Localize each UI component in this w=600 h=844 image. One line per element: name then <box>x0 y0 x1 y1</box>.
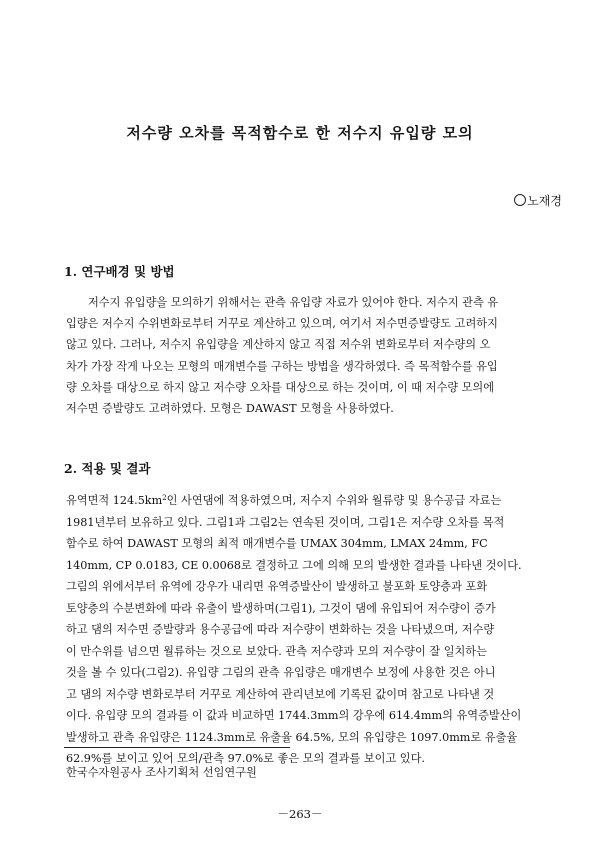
paragraph-line: 이 만수위를 넘으면 월류하는 것으로 보았다. 관측 저수량과 모의 저수량이 잘 일치하는 <box>66 644 487 658</box>
paragraph-line: 62.9%를 보이고 있어 모의/관측 97.0%로 좋은 모의 결과를 보이고 있다. <box>66 752 425 765</box>
section-2-paragraph <box>66 490 572 770</box>
footnote-divider <box>64 747 290 748</box>
paragraph-line: 1981년부터 보유하고 있다. 그림1과 그림2는 연속된 것이며, 그림1은 저수량 오차를 목적 <box>66 515 505 529</box>
paragraph-line-part: 인 사연댐에 적용하였으며, 저수지 수위와 월류량 및 용수공급 자료는 <box>166 494 502 507</box>
paragraph-line: 입량은 저수지 수위변화로부터 거꾸로 계산하고 있으며, 여기서 저수면증발량도 고려하지 <box>66 317 498 331</box>
presenter-circle-icon <box>514 194 526 206</box>
affiliation-footnote: 한국수자원공사 조사기획처 선임연구원 <box>66 766 257 779</box>
paragraph-line: 토양층의 수분변화에 따라 유출이 발생하며(그림1), 그것이 댐에 유입되어 저수량이 증가 <box>66 601 496 615</box>
section-1-paragraph <box>66 292 572 419</box>
page-number: －263－ <box>277 807 323 821</box>
paragraph-line: 차가 가장 작게 나오는 모형의 매개변수를 구하는 방법을 생각하였다. 즉 목적함수를 유입 <box>66 359 498 373</box>
paragraph-line: 저수면 증발량도 고려하였다. 모형은 DAWAST 모형을 사용하였다. <box>66 402 394 416</box>
paragraph-line: 발생하고 관측 유입량은 1124.3mm로 유출율 64.5%, 모의 유입량은 1097.0mm로 유출율 <box>66 730 518 744</box>
paragraph-line: 저수지 유입량을 모의하기 위해서는 관측 유입량 자료가 있어야 한다. 저수지 관측 유 <box>88 296 499 309</box>
paragraph-line: 고 댐의 저수량 변화로부터 거꾸로 계산하여 관리년보에 기록된 값이며 참고로 나타낸 것 <box>66 687 495 701</box>
paragraph-line <box>66 490 572 512</box>
section-2-heading: 2. 적용 및 결과 <box>64 461 151 476</box>
paragraph-line-part: 유역면적 124.5km <box>66 494 163 507</box>
superscript: 2 <box>162 494 167 502</box>
paragraph-line: 것을 볼 수 있다(그림2). 유입량 그림의 관측 유입량은 매개변수 보정에 사용한 것은 아니 <box>66 666 496 679</box>
paragraph-line: 함수로 하여 DAWAST 모형의 최적 매개변수를 UMAX 304mm, LMAX 24mm, FC <box>66 537 488 550</box>
paragraph-line: 이다. 유입량 모의 결과를 이 값과 비교하면 1744.3mm의 강우에 614.4mm의 유역증발산이 <box>66 709 522 722</box>
section-1-heading: 1. 연구배경 및 방법 <box>64 264 175 279</box>
author-name: 노재경 <box>527 194 562 208</box>
paragraph-line: 량 오차를 대상으로 하지 않고 저수량 오차를 대상으로 하는 것이며, 이 때 저수량 모의에 <box>66 380 495 394</box>
author-line <box>514 192 562 209</box>
paragraph-line: 140mm, CP 0.0183, CE 0.0068로 결정하고 그에 의해 모의 발생한 결과를 나타낸 것이다. <box>66 558 522 572</box>
paragraph-line: 그림의 위에서부터 유역에 강우가 내리면 유역증발산이 발생하고 불포화 토양층과 포화 <box>66 580 488 593</box>
paragraph-line: 않고 있다. 그러나, 저수지 유입량을 계산하지 않고 직접 저수위 변화로부터 저수량의 오 <box>66 338 491 352</box>
paper-title: 저수량 오차를 목적함수로 한 저수지 유입량 모의 <box>126 124 474 142</box>
paragraph-line: 하고 댐의 저수면 증발량과 용수공급에 따라 저수량이 변화하는 것을 나타냈으며, 저수량 <box>66 623 495 636</box>
